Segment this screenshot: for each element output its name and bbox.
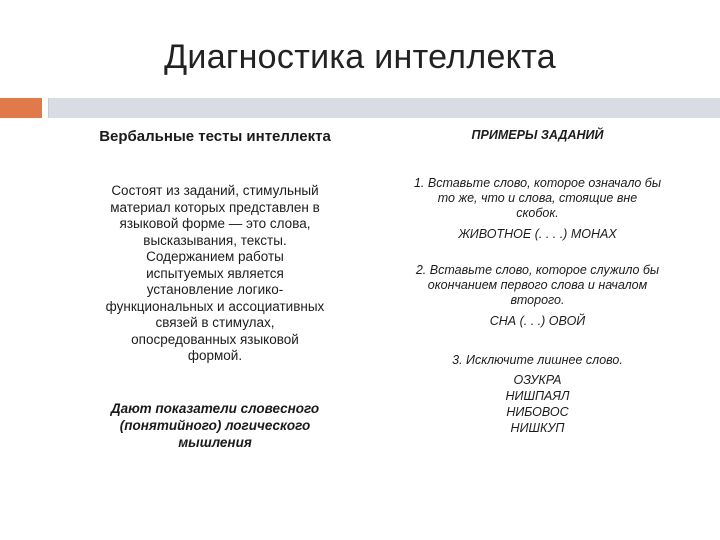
list-item: НИБОВОС <box>506 405 569 419</box>
description-text <box>65 183 365 365</box>
list-item: НИШПАЯЛ <box>505 389 570 403</box>
task-line: 1. Вставьте слово, которое означало бы <box>413 176 662 190</box>
header-rule <box>48 98 720 118</box>
description-line: языковой форме — это слова, <box>119 216 311 231</box>
description-line: материал которых представлен в <box>110 199 320 215</box>
task-line: второго. <box>510 293 565 307</box>
description-line: испытуемых является <box>146 265 284 281</box>
description-line: Содержанием работы <box>146 249 284 264</box>
task-1 <box>375 176 700 241</box>
description-line: функциональных и ассоциативных <box>105 298 325 314</box>
task-2-example: СНА (. . .) ОВОЙ <box>489 314 586 328</box>
task-3 <box>375 353 700 436</box>
task-line: 2. Вставьте слово, которое служило бы <box>415 263 660 277</box>
list-item: НИШКУП <box>510 421 565 435</box>
task-1-example: ЖИВОТНОЕ (. . . .) МОНАХ <box>458 227 617 241</box>
task-line: скобок. <box>516 206 559 220</box>
task-line: то же, что и слова, стоящие вне <box>437 191 638 205</box>
list-item: ОЗУКРА <box>513 373 562 387</box>
conclusion-line: Дают показатели словесного <box>110 400 320 416</box>
description-line: Состоят из заданий, стимульный <box>111 183 319 198</box>
accent-bar <box>0 98 42 118</box>
description-line: формой. <box>187 348 243 363</box>
task-line: 3. Исключите лишнее слово. <box>452 353 623 367</box>
slide-title: Диагностика интеллекта <box>164 38 556 76</box>
task-3-instruction <box>375 353 700 368</box>
description-line: высказывания, тексты. <box>143 232 287 248</box>
task-2-instruction <box>375 263 700 308</box>
task-2 <box>375 263 700 328</box>
right-column <box>375 128 700 436</box>
description-line: связей в стимулах, <box>155 315 275 330</box>
description-line: установление логико- <box>146 282 284 297</box>
description-line: опосредованных языковой <box>131 331 299 347</box>
conclusion-line: мышления <box>178 434 252 450</box>
task-1-instruction <box>375 176 700 221</box>
word-list <box>375 372 700 436</box>
examples-heading: ПРИМЕРЫ ЗАДАНИЙ <box>471 128 604 142</box>
task-line: окончанием первого слова и началом <box>427 278 648 292</box>
left-heading: Вербальные тесты интеллекта <box>99 128 331 145</box>
conclusion-line: (понятийного) логического <box>119 417 311 433</box>
left-column <box>50 128 370 451</box>
conclusion-text <box>65 400 365 451</box>
